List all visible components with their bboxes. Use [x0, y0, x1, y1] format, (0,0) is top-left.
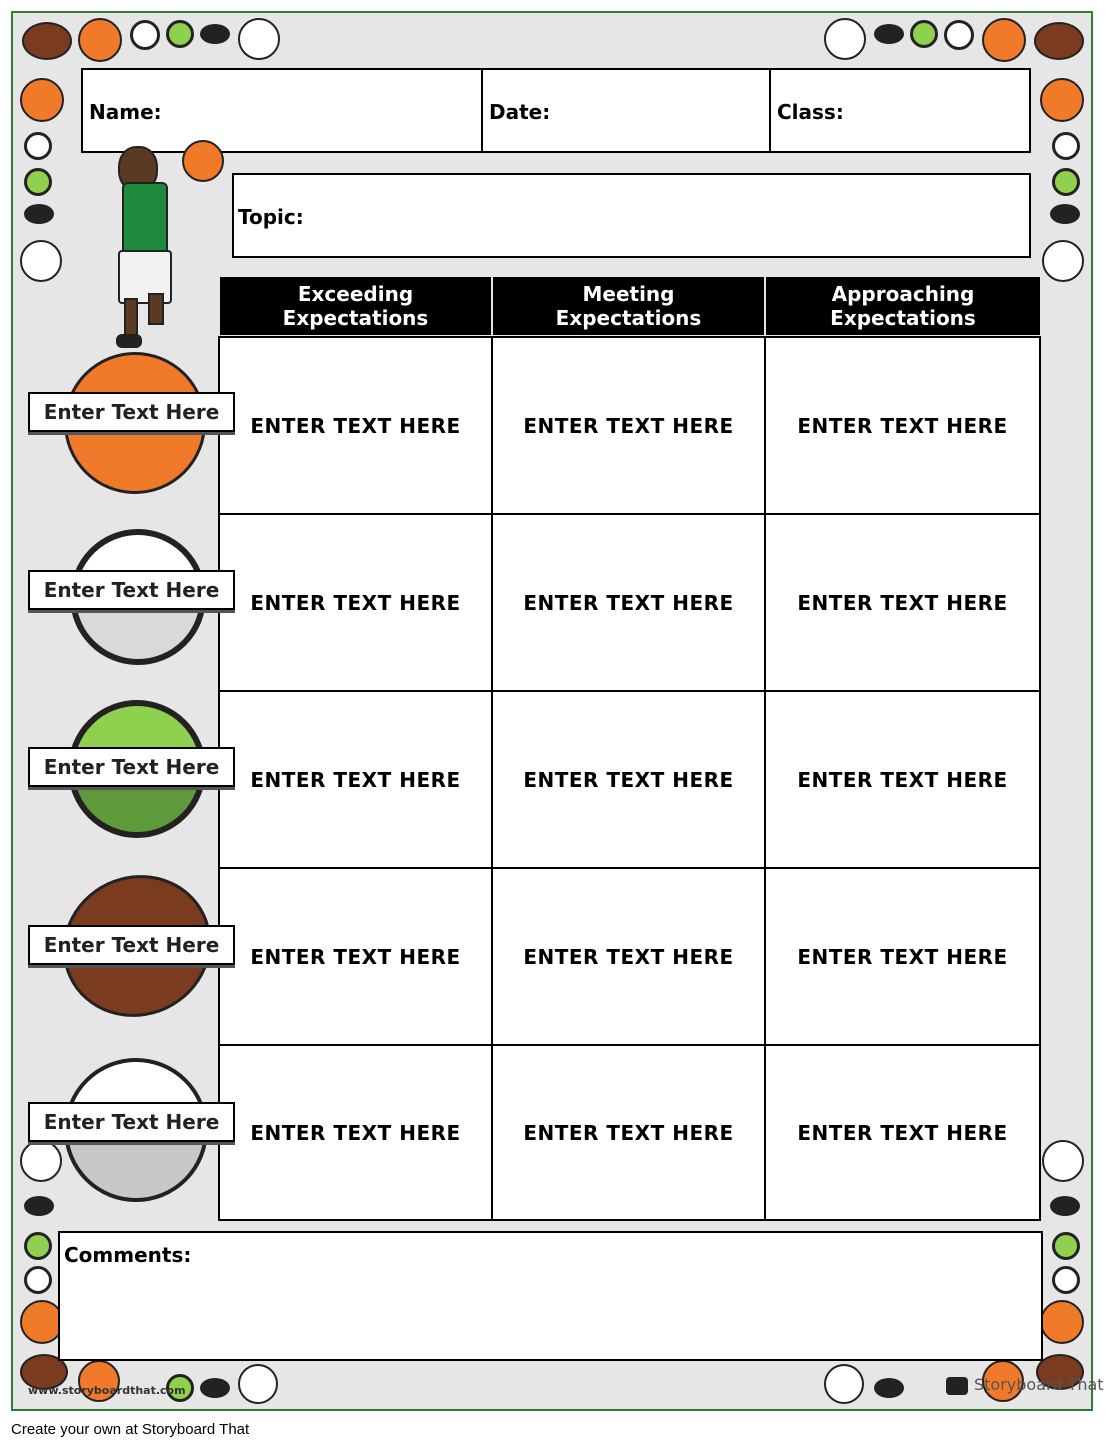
rubric-cell[interactable]: ENTER TEXT HERE	[493, 869, 766, 1046]
watermark-url: www.storyboardthat.com	[28, 1384, 186, 1397]
comments-field[interactable]	[58, 1231, 1043, 1361]
basketball-player-illustration	[108, 138, 228, 358]
hockey-puck-icon	[24, 204, 54, 224]
class-field[interactable]	[769, 68, 1031, 153]
rubric-cell[interactable]: ENTER TEXT HERE	[766, 515, 1039, 692]
baseball-icon	[24, 1266, 52, 1294]
column-header-exceeding: Exceeding Expectations	[220, 277, 491, 335]
rubric-cell[interactable]: ENTER TEXT HERE	[797, 1120, 1008, 1145]
rubric-cell[interactable]: ENTER TEXT HERE	[220, 338, 493, 515]
column-header-meeting: Meeting Expectations	[493, 277, 764, 335]
row-label[interactable]: Enter Text Here	[28, 747, 235, 787]
baseball-icon	[944, 20, 974, 50]
rubric-cell[interactable]: ENTER TEXT HERE	[220, 692, 493, 869]
baseball-icon	[1052, 1266, 1080, 1294]
rubric-cell[interactable]: ENTER TEXT HERE	[493, 1046, 766, 1219]
volleyball-icon	[824, 1364, 864, 1404]
baseball-icon	[24, 132, 52, 160]
row-label[interactable]: Enter Text Here	[28, 392, 235, 432]
rubric-cell[interactable]: ENTER TEXT HERE	[766, 869, 1039, 1046]
watermark-logo: Storyboard That	[946, 1375, 1104, 1395]
hockey-puck-icon	[200, 1378, 230, 1398]
name-label: Name:	[89, 100, 162, 124]
row-label[interactable]: Enter Text Here	[28, 925, 235, 965]
hockey-puck-icon	[24, 1196, 54, 1216]
basketball-icon	[982, 18, 1026, 62]
topic-field[interactable]	[232, 173, 1031, 258]
date-label: Date:	[489, 100, 551, 124]
rubric-cell[interactable]: ENTER TEXT HERE	[766, 692, 1039, 869]
basketball-icon	[20, 78, 64, 122]
volleyball-icon	[1042, 240, 1084, 282]
rubric-cell[interactable]: ENTER TEXT HERE	[220, 1046, 493, 1219]
row-label[interactable]: Enter Text Here	[28, 570, 235, 610]
hockey-puck-icon	[200, 24, 230, 44]
hockey-puck-icon	[874, 24, 904, 44]
date-field[interactable]	[481, 68, 771, 153]
topic-label: Topic:	[238, 205, 304, 229]
tennis-ball-icon	[1052, 168, 1080, 196]
tennis-ball-icon	[910, 20, 938, 48]
hockey-puck-icon	[1050, 204, 1080, 224]
football-icon	[1034, 22, 1084, 60]
row-label[interactable]: Enter Text Here	[28, 1102, 235, 1142]
rubric-cell[interactable]: ENTER TEXT HERE	[220, 515, 493, 692]
hockey-puck-icon	[1050, 1196, 1080, 1216]
basketball-icon	[1040, 1300, 1084, 1344]
rubric-cell[interactable]: ENTER TEXT HERE	[766, 338, 1039, 515]
tennis-ball-icon	[166, 20, 194, 48]
basketball-icon	[182, 140, 224, 182]
rubric-cell[interactable]: ENTER TEXT HERE	[493, 338, 766, 515]
volleyball-icon	[20, 240, 62, 282]
tennis-ball-icon	[24, 168, 52, 196]
tennis-ball-icon	[24, 1232, 52, 1260]
baseball-icon	[1052, 132, 1080, 160]
rubric-grid	[218, 336, 1041, 1221]
class-label: Class:	[777, 100, 844, 124]
footer-text[interactable]: Create your own at Storyboard That	[11, 1421, 250, 1438]
basketball-icon	[1040, 78, 1084, 122]
volleyball-icon	[238, 1364, 278, 1404]
tennis-ball-icon	[1052, 1232, 1080, 1260]
volleyball-icon	[1042, 1140, 1084, 1182]
rubric-cell[interactable]: ENTER TEXT HERE	[493, 692, 766, 869]
hockey-puck-icon	[874, 1378, 904, 1398]
rubric-cell[interactable]: ENTER TEXT HERE	[493, 515, 766, 692]
rubric-cell[interactable]: ENTER TEXT HERE	[220, 869, 493, 1046]
storyboard-logo-icon	[946, 1377, 968, 1395]
volleyball-icon	[238, 18, 280, 60]
column-header-approaching: Approaching Expectations	[766, 277, 1040, 335]
football-icon	[22, 22, 72, 60]
basketball-icon	[78, 18, 122, 62]
baseball-icon	[130, 20, 160, 50]
comments-label: Comments:	[64, 1243, 192, 1267]
volleyball-icon	[824, 18, 866, 60]
volleyball-icon	[20, 1140, 62, 1182]
